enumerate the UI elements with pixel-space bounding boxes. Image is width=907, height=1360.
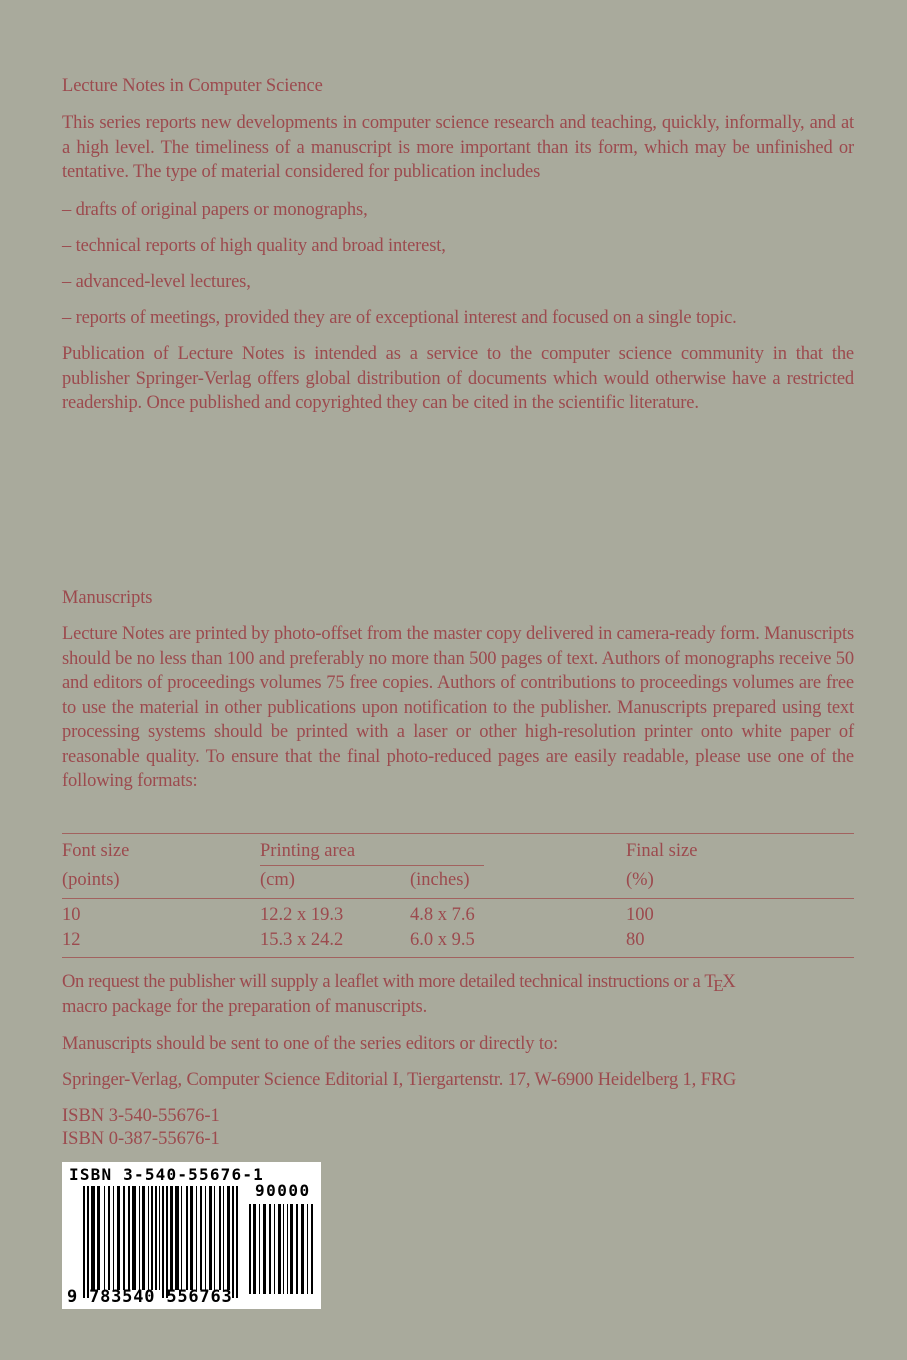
list-item: – technical reports of high quality and broad interest, [62,236,446,256]
header-inches: (inches) [410,870,470,890]
header-percent: (%) [626,870,654,890]
series-intro: This series reports new developments in computer science research and teaching, quickly, informally, and at a high level. The timeliness of a manuscript is more important than its form, which may be unfinished or tentative. The type of material considered for publication includes [62,113,854,182]
table-bottom-rule [62,957,854,958]
cell-cm: 12.2 x 19.3 [260,905,344,925]
header-points: (points) [62,870,120,890]
leaflet-line-1 [62,970,735,994]
header-cm: (cm) [260,870,295,890]
isbn-barcode [62,1162,321,1309]
barcode-isbn-label: ISBN 3-540-55676-1 [69,1165,264,1184]
send-to-text: Manuscripts should be sent to one of the series editors or directly to: [62,1034,558,1054]
series-heading: Lecture Notes in Computer Science [62,76,323,96]
cell-cm: 15.3 x 24.2 [260,930,344,950]
cell-inches: 4.8 x 7.6 [410,905,475,925]
list-item: – drafts of original papers or monographs, [62,200,368,220]
header-printing-area: Printing area [260,841,356,861]
cell-final: 100 [626,905,654,925]
printing-area-rule [260,865,484,866]
leaflet-text: On request the publisher will supply a leaflet with more detailed technical instructions or a T [62,972,716,992]
manuscripts-heading: Manuscripts [62,588,153,608]
leaflet-line-2: macro package for the preparation of manuscripts. [62,997,428,1017]
tex-logo-x: X [722,972,736,992]
manuscripts-body: Lecture Notes are printed by photo-offset from the master copy delivered in camera-ready form. Manuscripts should be no less than 100 and preferably no more than 500 pages of text. Authors of monographs receive 50 and editors of proceedings volumes 75 free copies. Authors of contributions to proceedings volumes are free to use the material in other publications upon notification to the publisher. Manuscripts prepared using text processing systems should be printed with a laser or other high-resolution printer onto white paper of reasonable quality. To ensure that the final photo-reduced pages are easily readable, please use one of the following formats: [62,624,854,791]
barcode-ean-number: 9 783540 556763 [67,1287,233,1307]
cell-font-size: 12 [62,930,81,950]
barcode-addon-label: 90000 [255,1181,311,1200]
publisher-address: Springer-Verlag, Computer Science Editorial I, Tiergartenstr. 17, W-6900 Heidelberg 1, FRG [62,1070,737,1090]
table-top-rule [62,833,854,834]
isbn-line-1: ISBN 3-540-55676-1 [62,1106,220,1126]
list-item: – reports of meetings, provided they are of exceptional interest and focused on a single topic. [62,308,737,328]
cell-inches: 6.0 x 9.5 [410,930,475,950]
header-final-size: Final size [626,841,698,861]
cell-font-size: 10 [62,905,81,925]
isbn-line-2: ISBN 0-387-55676-1 [62,1129,220,1149]
list-item: – advanced-level lectures, [62,272,251,292]
tex-logo-e: E [713,976,724,995]
header-font-size: Font size [62,841,130,861]
table-header-rule [62,898,854,899]
cell-final: 80 [626,930,645,950]
publication-paragraph: Publication of Lecture Notes is intended as a service to the computer science community in that the publisher Springer-Verlag offers global distribution of documents which would otherwise have a restricted readership. Once published and copyrighted they can be cited in the scientific literature. [62,344,854,413]
